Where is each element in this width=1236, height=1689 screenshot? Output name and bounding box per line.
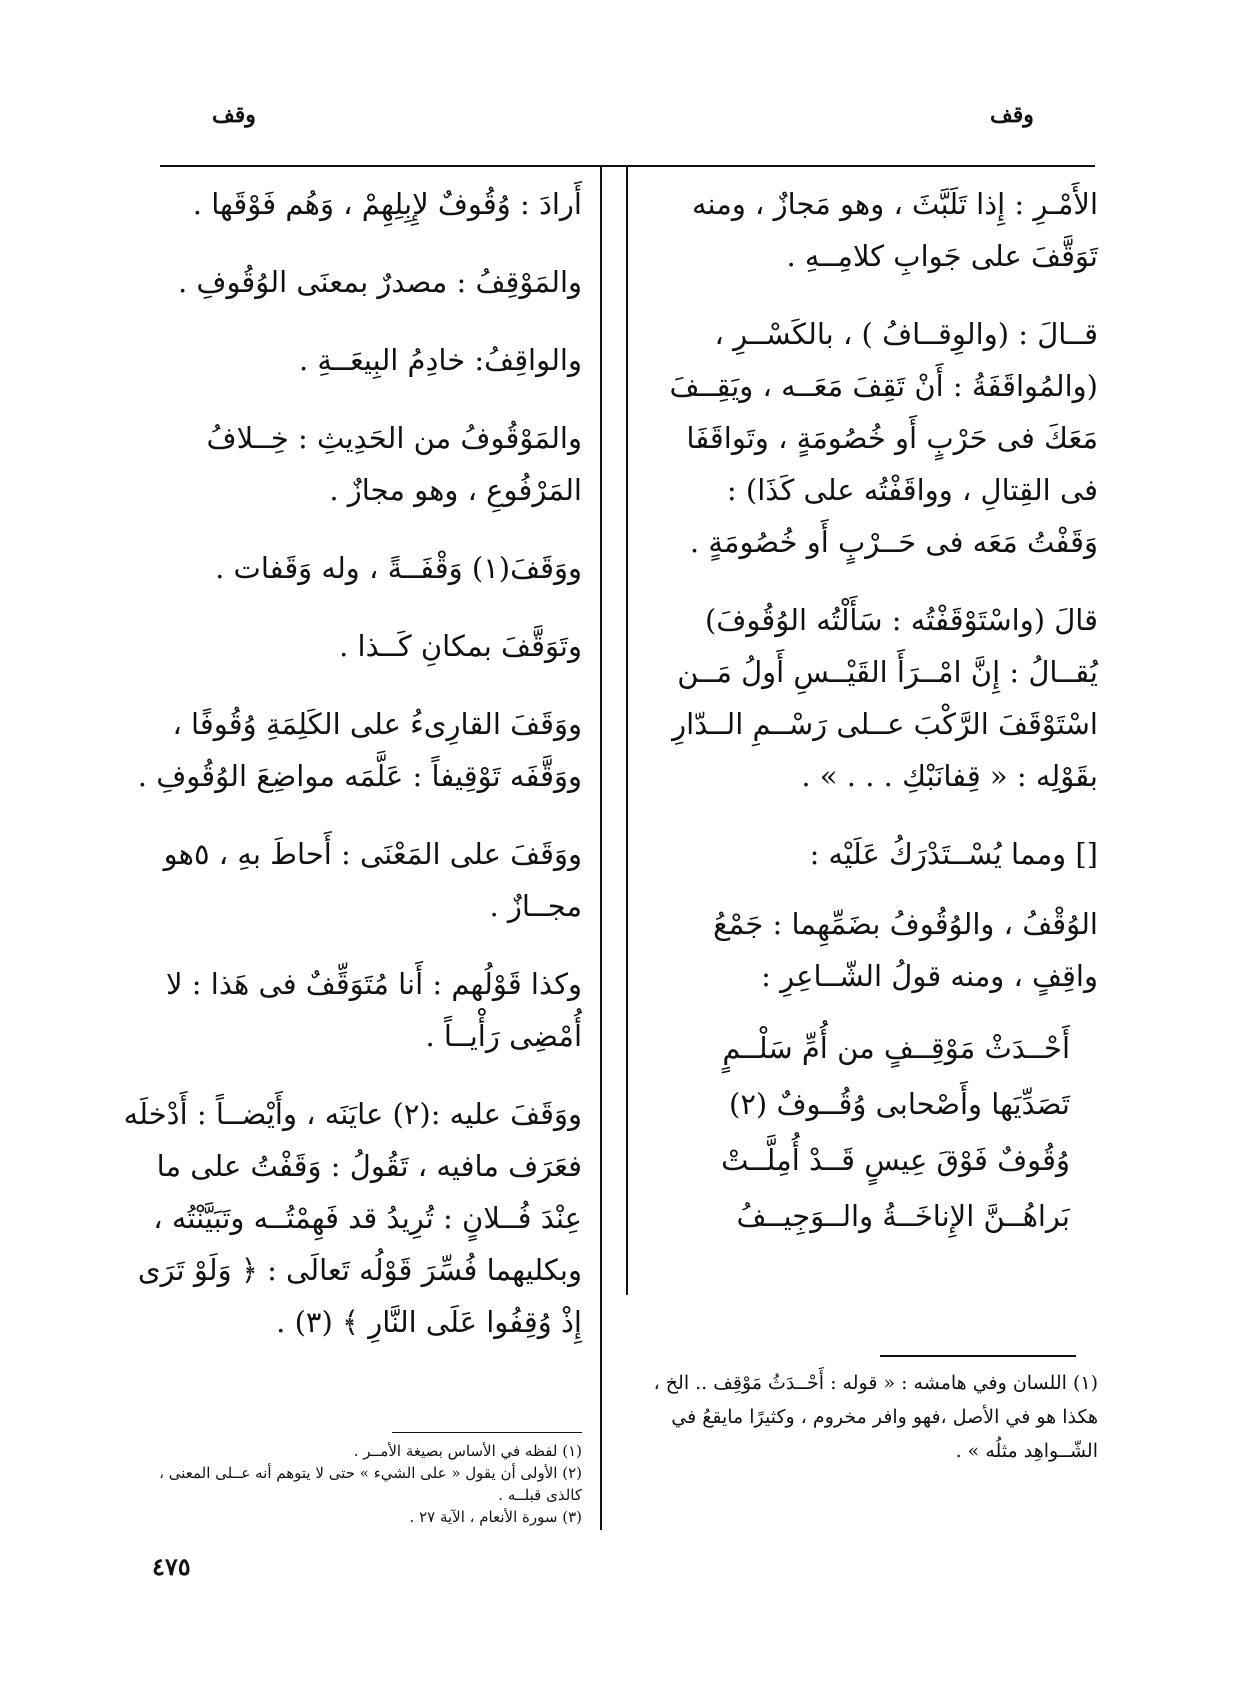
- paragraph: [] ومما يُسْــتَدْرَكُ عَلَيْه :: [809, 837, 1098, 871]
- column-divider-inner: [626, 165, 628, 1295]
- paragraph: الوُقْفُ ، والوُقُوفُ بضَمِّهِما : جَمْعُ واقِفٍ ، ومنه قولُ الشّــاعِرِ :: [713, 907, 1098, 993]
- paragraph: والواقِفُ: خادِمُ البِيعَــةِ .: [298, 343, 582, 377]
- right-column: [650, 178, 1098, 1244]
- paragraph: أَرادَ : وُقُوفٌ لإِبِلِهِمْ ، وَهُم فَوْقَها .: [192, 187, 582, 221]
- paragraph: وكذا قَوْلُهم : أَنا مُتَوَقِّفٌ فى هَذا : لا أُمْضِى رَأْيــاً .: [166, 967, 582, 1053]
- running-head-right: وقف: [990, 102, 1034, 128]
- footnote: (٣) سورة الأنعام ، الآية ٢٧ .: [409, 1508, 582, 1526]
- paragraph: ووَقَفَ(١) وَقْفَــةً ، وله وَقَفات .: [215, 551, 582, 585]
- paragraph: قالَ (واسْتَوْقَفْتُه : سَأَلْتُه الوُقُوفَ) يُقــالُ : إِنَّ امْــرَأَ القَيْــسِ أَولُ مَــن اسْتَوْقَفَ الرَّكْبَ عــلى رَسْــمِ الــدّارِ بقَوْلِه : « قِفانَبْكِ . . . » .: [672, 603, 1098, 793]
- footnote: (٢) الأولى أن يقول « على الشيء » حتى لا يتوهم أنه عــلى المعنى ، كالذى قبلــه .: [159, 1464, 582, 1504]
- paragraph: قــالَ : (والوِقــافُ ) ، بالكَسْــرِ ، (والمُواقَفَةُ : أَنْ تَقِفَ مَعَــه ، ويَقِــفَ مَعَكَ فى حَرْبٍ أَو خُصُومَةٍ ، وتَواقَفَا فى القِتالِ ، وواقَفْتُه على كَذَا) : وَقَفْتُ مَعَه فى حَــرْبٍ أَو خُصُومَةٍ .: [669, 317, 1098, 559]
- poem-verse: أَحْــدَثْ مَوْقِــفٍ من أُمِّ سَلْــمٍ: [722, 1031, 1070, 1065]
- running-head-left: وقف: [212, 102, 256, 128]
- left-column: [120, 178, 582, 1374]
- footnote-right: (١) اللسان وفي هامشه : « قوله : أَحْــدَثُ مَوْقِف .. الخ ، هكذا هو في الأصل ،فهو وافر مخروم ، وكثيرًا مايقعُ في الشّــواهِد مثلُه » .: [653, 1372, 1098, 1462]
- footnote-rule: [392, 1432, 582, 1433]
- paragraph: الأَمْـرِ : إِذا تَلَبَّثَ ، وهو مَجازٌ ، ومنه تَوَقَّفَ على جَوابِ كلامِــهِ .: [692, 187, 1098, 273]
- poem-verse: تَصَدِّيَها وأَصْحابى وُقُــوفٌ (٢): [729, 1087, 1070, 1121]
- poem-verse: بَراهُــنَّ الإِناخَــةُ والــوَجِيــفُ: [736, 1199, 1070, 1233]
- paragraph: والمَوْقُوفُ من الحَدِيثِ : خِــلافُ المَرْفُوعِ ، وهو مجازٌ .: [206, 421, 582, 507]
- paragraph: ووَقَفَ عليه :(٢) عايَنَه ، وأَيْضــاً : أَدْخلَه فعَرَف مافيه ، تَقُولُ : وَقَفْتُ على ما عِنْدَ فُــلانٍ : تُرِيدُ قد فَهِمْتُــه وتَبَيَّنْتُه ، وبكليهما فُسِّرَ قَوْلُه تَعالَى : ﴿ وَلَوْ تَرَى إِذْ وُقِفُوا عَلَى النَّارِ ﴾ (٣) .: [123, 1097, 582, 1339]
- paragraph: ووَقَفَ القارِىءُ على الكَلِمَةِ وُقُوفًا ، ووَقَّفَه تَوْقِيفاً : عَلَّمَه مواضِعَ الوُقُوفِ .: [137, 707, 582, 793]
- paragraph: ووَقَفَ على المَعْنَى : أَحاطَ بهِ ، ٥هو مجــازٌ .: [163, 837, 582, 923]
- poem-verse: وُقُوفٌ فَوْقَ عِيسٍ قَــدْ أُمِلَّــتْ: [721, 1143, 1070, 1177]
- footnotes-left: [120, 1440, 582, 1528]
- poem: [650, 1020, 1098, 1244]
- page-number: ٤٧٥: [152, 1552, 191, 1581]
- paragraph: والمَوْقِفُ : مصدرٌ بمعنَى الوُقُوفِ .: [177, 265, 582, 299]
- column-divider: [600, 165, 602, 1530]
- footnote-rule: [880, 1355, 1076, 1357]
- paragraph: وتَوَقَّفَ بمكانِ كَــذا .: [339, 629, 582, 663]
- footnote: (١) لفظه في الأساس بصيغة الأمــر .: [353, 1442, 582, 1460]
